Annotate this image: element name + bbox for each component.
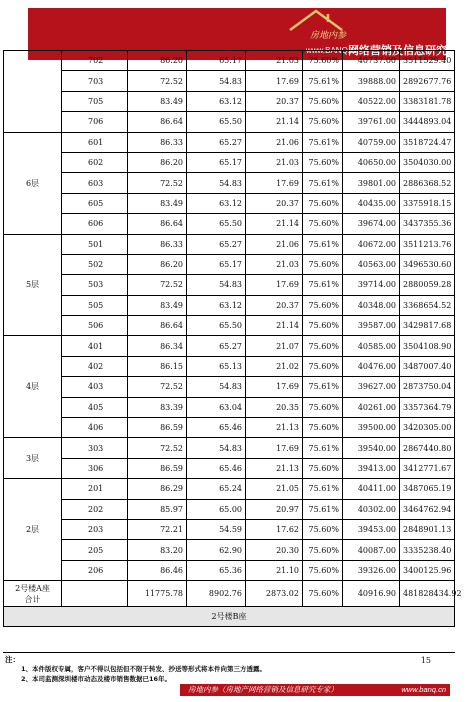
unit-number-cell: 703 — [62, 71, 128, 91]
value-cell: 72.52 — [128, 71, 187, 91]
unit-number-cell: 602 — [62, 152, 128, 172]
value-cell: 40087.00 — [343, 540, 400, 560]
unit-number-cell: 506 — [62, 316, 128, 336]
value-cell: 17.69 — [246, 377, 303, 397]
value-cell: 20.97 — [246, 499, 303, 519]
value-cell: 65.13 — [187, 356, 246, 376]
value-cell: 39500.00 — [343, 418, 400, 438]
value-cell: 75.60% — [303, 91, 343, 111]
value-cell: 21.03 — [246, 51, 303, 71]
floor-label: 6层 — [4, 132, 62, 234]
value-cell: 65.27 — [187, 132, 246, 152]
value-cell: 39540.00 — [343, 438, 400, 458]
value-cell: 75.61% — [303, 275, 343, 295]
value-cell: 85.97 — [128, 499, 187, 519]
value-cell: 54.83 — [187, 275, 246, 295]
total-value-cell: 8902.76 — [187, 581, 246, 607]
footer-banner-site: www.banq.cn — [401, 685, 446, 694]
value-cell: 63.04 — [187, 397, 246, 417]
table-row — [4, 418, 455, 438]
unit-number-cell: 706 — [62, 112, 128, 132]
logo-name: 房地内参 — [310, 31, 347, 41]
value-cell: 65.17 — [187, 254, 246, 274]
floor-label: 3层 — [4, 438, 62, 479]
value-cell: 75.60% — [303, 254, 343, 274]
value-cell: 39674.00 — [343, 214, 400, 234]
value-cell: 21.14 — [246, 214, 303, 234]
value-cell: 2873750.04 — [400, 377, 455, 397]
value-cell: 17.69 — [246, 173, 303, 193]
value-cell: 65.50 — [187, 316, 246, 336]
total-label-line1: 2号楼A座 — [15, 583, 50, 593]
value-cell: 54.83 — [187, 438, 246, 458]
unit-number-cell: 605 — [62, 193, 128, 213]
value-cell: 21.13 — [246, 418, 303, 438]
table-row — [4, 540, 455, 560]
header-title: 网络营销及信息研究专家 — [348, 44, 469, 57]
table-row — [4, 234, 455, 254]
value-cell: 86.20 — [128, 51, 187, 71]
value-cell: 3518724.47 — [400, 132, 455, 152]
value-cell: 21.10 — [246, 560, 303, 580]
value-cell: 54.83 — [187, 377, 246, 397]
value-cell: 40302.00 — [343, 499, 400, 519]
value-cell: 21.06 — [246, 234, 303, 254]
value-cell: 63.12 — [187, 193, 246, 213]
value-cell: 21.03 — [246, 152, 303, 172]
value-cell: 40435.00 — [343, 193, 400, 213]
value-cell: 21.03 — [246, 254, 303, 274]
value-cell: 86.29 — [128, 479, 187, 499]
value-cell: 21.05 — [246, 479, 303, 499]
value-cell: 86.20 — [128, 254, 187, 274]
value-cell: 3504030.00 — [400, 152, 455, 172]
value-cell: 86.20 — [128, 152, 187, 172]
value-cell: 65.17 — [187, 152, 246, 172]
footer-notes — [3, 652, 455, 685]
value-cell: 17.69 — [246, 71, 303, 91]
value-cell: 75.60% — [303, 458, 343, 478]
value-cell: 21.02 — [246, 356, 303, 376]
value-cell: 83.49 — [128, 91, 187, 111]
value-cell: 54.83 — [187, 173, 246, 193]
total-value-cell: 11775.78 — [128, 581, 187, 607]
value-cell: 3335238.40 — [400, 540, 455, 560]
value-cell: 40261.00 — [343, 397, 400, 417]
unit-number-cell: 702 — [62, 51, 128, 71]
table-row — [4, 519, 455, 539]
value-cell: 54.59 — [187, 519, 246, 539]
value-cell: 65.00 — [187, 499, 246, 519]
value-cell: 83.20 — [128, 540, 187, 560]
value-cell: 72.52 — [128, 173, 187, 193]
value-cell: 39714.00 — [343, 275, 400, 295]
value-cell: 17.62 — [246, 519, 303, 539]
value-cell: 65.46 — [187, 418, 246, 438]
table-row — [4, 254, 455, 274]
value-cell: 75.60% — [303, 193, 343, 213]
unit-number-cell: 601 — [62, 132, 128, 152]
value-cell: 2848901.13 — [400, 519, 455, 539]
value-cell: 75.60% — [303, 418, 343, 438]
unit-number-cell: 201 — [62, 479, 128, 499]
value-cell: 65.24 — [187, 479, 246, 499]
value-cell: 75.61% — [303, 499, 343, 519]
value-cell: 40672.00 — [343, 234, 400, 254]
value-cell: 86.64 — [128, 112, 187, 132]
unit-number-cell: 503 — [62, 275, 128, 295]
value-cell: 75.60% — [303, 336, 343, 356]
value-cell: 86.15 — [128, 356, 187, 376]
page-number: 15 — [420, 656, 431, 665]
value-cell: 72.21 — [128, 519, 187, 539]
value-cell: 83.49 — [128, 295, 187, 315]
table-row — [4, 173, 455, 193]
total-label — [4, 581, 62, 607]
value-cell: 40522.00 — [343, 91, 400, 111]
value-cell: 21.13 — [246, 458, 303, 478]
unit-number-cell: 402 — [62, 356, 128, 376]
value-cell: 86.34 — [128, 336, 187, 356]
logo-website: www.BANQ.cn — [306, 46, 359, 55]
unit-number-cell: 603 — [62, 173, 128, 193]
value-cell: 75.60% — [303, 214, 343, 234]
value-cell: 65.27 — [187, 336, 246, 356]
value-cell: 86.33 — [128, 234, 187, 254]
value-cell: 20.37 — [246, 91, 303, 111]
value-cell: 54.83 — [187, 71, 246, 91]
value-cell: 72.52 — [128, 275, 187, 295]
value-cell: 86.33 — [128, 132, 187, 152]
table-row — [4, 132, 455, 152]
value-cell: 75.60% — [303, 295, 343, 315]
value-cell: 75.60% — [303, 519, 343, 539]
value-cell: 17.69 — [246, 438, 303, 458]
table-row — [4, 71, 455, 91]
table-row — [4, 397, 455, 417]
value-cell: 75.61% — [303, 173, 343, 193]
value-cell: 2867440.80 — [400, 438, 455, 458]
value-cell: 39587.00 — [343, 316, 400, 336]
value-cell: 83.39 — [128, 397, 187, 417]
value-cell: 75.61% — [303, 479, 343, 499]
table-row — [4, 458, 455, 478]
value-cell: 20.37 — [246, 295, 303, 315]
value-cell: 3511529.40 — [400, 51, 455, 71]
value-cell: 3496530.60 — [400, 254, 455, 274]
value-cell: 3420305.00 — [400, 418, 455, 438]
unit-number-cell: 501 — [62, 234, 128, 254]
table-body — [4, 51, 462, 627]
value-cell: 75.60% — [303, 51, 343, 71]
value-cell: 3487007.40 — [400, 356, 455, 376]
value-cell: 3368654.52 — [400, 295, 455, 315]
value-cell: 21.07 — [246, 336, 303, 356]
value-cell: 65.50 — [187, 214, 246, 234]
value-cell: 17.69 — [246, 275, 303, 295]
total-value-cell: 75.60% — [303, 581, 343, 607]
total-value-cell — [62, 581, 128, 607]
value-cell: 75.60% — [303, 540, 343, 560]
table-row — [4, 356, 455, 376]
value-cell: 39801.00 — [343, 173, 400, 193]
value-cell: 3504108.90 — [400, 336, 455, 356]
value-cell: 65.17 — [187, 51, 246, 71]
value-cell: 3444893.04 — [400, 112, 455, 132]
unit-number-cell: 705 — [62, 91, 128, 111]
footer-banner-text: 房地内参（房地产网络营销及信息研究专家） — [188, 685, 338, 694]
floor-label: 5层 — [4, 234, 62, 336]
value-cell: 75.60% — [303, 397, 343, 417]
value-cell: 40563.00 — [343, 254, 400, 274]
value-cell: 75.60% — [303, 316, 343, 336]
value-cell: 65.46 — [187, 458, 246, 478]
building-b-row — [4, 607, 455, 627]
table-row — [4, 336, 455, 356]
value-cell: 21.14 — [246, 112, 303, 132]
value-cell: 86.46 — [128, 560, 187, 580]
unit-number-cell: 306 — [62, 458, 128, 478]
value-cell: 63.12 — [187, 91, 246, 111]
value-cell: 21.14 — [246, 316, 303, 336]
value-cell: 86.59 — [128, 418, 187, 438]
table-row — [4, 112, 455, 132]
unit-number-cell: 406 — [62, 418, 128, 438]
value-cell: 3383181.78 — [400, 91, 455, 111]
table-row — [4, 560, 455, 580]
value-cell: 75.61% — [303, 234, 343, 254]
table-row — [4, 316, 455, 336]
value-cell: 75.60% — [303, 152, 343, 172]
value-cell: 75.60% — [303, 356, 343, 376]
table-row — [4, 275, 455, 295]
value-cell: 20.30 — [246, 540, 303, 560]
value-cell: 63.12 — [187, 295, 246, 315]
table-row — [4, 295, 455, 315]
value-cell: 40411.00 — [343, 479, 400, 499]
note-copyright: 1、本件版权专属，客户不得以包括但不限于转发、抄送等形式将本件向第三方透露。 — [21, 665, 267, 673]
unit-number-cell: 505 — [62, 295, 128, 315]
unit-number-cell: 205 — [62, 540, 128, 560]
value-cell: 75.61% — [303, 377, 343, 397]
value-cell: 21.06 — [246, 132, 303, 152]
value-cell: 40348.00 — [343, 295, 400, 315]
value-cell: 3487065.19 — [400, 479, 455, 499]
value-cell: 39888.00 — [343, 71, 400, 91]
unit-number-cell: 206 — [62, 560, 128, 580]
value-cell: 65.36 — [187, 560, 246, 580]
value-cell: 40737.00 — [343, 51, 400, 71]
value-cell: 40759.00 — [343, 132, 400, 152]
total-label-line2: 合计 — [24, 594, 41, 604]
value-cell: 3375918.15 — [400, 193, 455, 213]
value-cell: 39326.00 — [343, 560, 400, 580]
value-cell: 86.64 — [128, 316, 187, 336]
unit-number-cell: 303 — [62, 438, 128, 458]
table-row — [4, 152, 455, 172]
unit-number-cell: 203 — [62, 519, 128, 539]
value-cell: 86.64 — [128, 214, 187, 234]
floor-label — [4, 51, 62, 133]
value-cell: 75.61% — [303, 132, 343, 152]
table-row — [4, 377, 455, 397]
unit-number-cell: 202 — [62, 499, 128, 519]
value-cell: 3437355.36 — [400, 214, 455, 234]
table-row — [4, 214, 455, 234]
value-cell: 3429817.68 — [400, 316, 455, 336]
floor-label: 2层 — [4, 479, 62, 581]
value-cell: 3464762.94 — [400, 499, 455, 519]
value-cell: 40585.00 — [343, 336, 400, 356]
unit-number-cell: 502 — [62, 254, 128, 274]
unit-number-cell: 403 — [62, 377, 128, 397]
value-cell: 40650.00 — [343, 152, 400, 172]
table-row — [4, 438, 455, 458]
value-cell: 75.61% — [303, 71, 343, 91]
value-cell: 3400125.96 — [400, 560, 455, 580]
value-cell: 86.59 — [128, 458, 187, 478]
value-cell: 72.52 — [128, 377, 187, 397]
value-cell: 3357364.79 — [400, 397, 455, 417]
value-cell: 39761.00 — [343, 112, 400, 132]
value-cell: 72.52 — [128, 438, 187, 458]
value-cell: 3412771.67 — [400, 458, 455, 478]
value-cell: 39627.00 — [343, 377, 400, 397]
value-cell: 65.27 — [187, 234, 246, 254]
table-row — [4, 51, 455, 71]
total-value-cell: 2873.02 — [246, 581, 303, 607]
value-cell: 39453.00 — [343, 519, 400, 539]
footer-banner — [180, 684, 450, 696]
value-cell: 39413.00 — [343, 458, 400, 478]
note-monitoring: 2、本司监测深圳楼市动态及楼市销售数据已16年。 — [21, 675, 172, 683]
total-value-cell: 481828434.92 — [400, 581, 455, 607]
total-row — [4, 581, 455, 607]
notes-title: 注： — [5, 655, 20, 664]
value-cell: 3511213.76 — [400, 234, 455, 254]
value-cell: 20.35 — [246, 397, 303, 417]
table-row — [4, 193, 455, 213]
floor-label: 4层 — [4, 336, 62, 438]
value-cell: 2886368.52 — [400, 173, 455, 193]
value-cell: 2880059.28 — [400, 275, 455, 295]
value-cell: 2892677.76 — [400, 71, 455, 91]
value-cell: 62.90 — [187, 540, 246, 560]
unit-number-cell: 606 — [62, 214, 128, 234]
value-cell: 83.49 — [128, 193, 187, 213]
table-row — [4, 91, 455, 111]
table-row — [4, 499, 455, 519]
value-cell: 75.61% — [303, 438, 343, 458]
value-cell: 20.37 — [246, 193, 303, 213]
value-cell: 75.60% — [303, 112, 343, 132]
value-cell: 75.60% — [303, 560, 343, 580]
table-row — [4, 479, 455, 499]
unit-number-cell: 401 — [62, 336, 128, 356]
value-cell: 40476.00 — [343, 356, 400, 376]
building-b-label: 2号楼B座 — [4, 607, 455, 627]
total-value-cell: 40916.90 — [343, 581, 400, 607]
value-cell: 65.50 — [187, 112, 246, 132]
unit-number-cell: 405 — [62, 397, 128, 417]
